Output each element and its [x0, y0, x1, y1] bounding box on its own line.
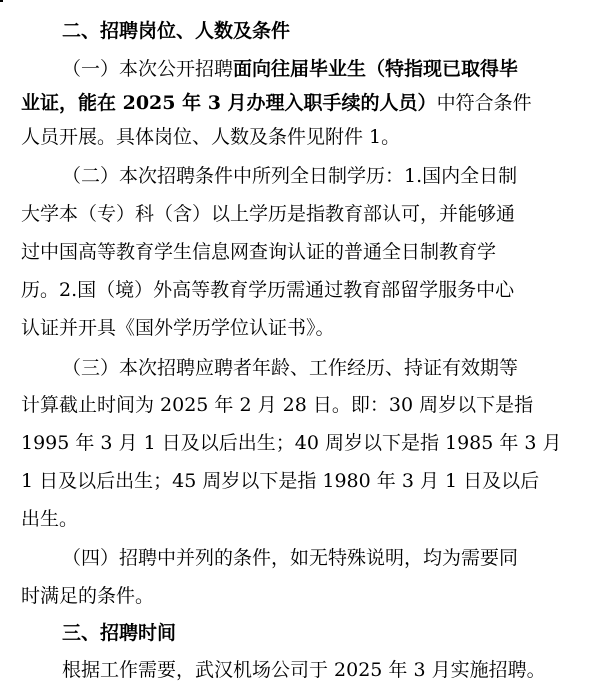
- section-heading-recruitment-positions: 二、招聘岗位、人数及条件: [62, 20, 291, 42]
- section-heading-recruitment-time: 三、招聘时间: [62, 622, 177, 644]
- paragraph-5-line-1: 根据工作需要，武汉机场公司于 2025 年 3 月实施招聘。: [62, 659, 546, 681]
- bold-text-span: 面向往届毕业生（特指现已取得毕: [233, 58, 519, 80]
- paragraph-2-line-2: 大学本（专）科（含）以上学历是指教育部认可，并能够通: [21, 203, 516, 225]
- paragraph-1-line-2: [21, 86, 599, 120]
- paragraph-3-line-4: 1 日及以后出生；45 周岁以下是指 1980 年 3 月 1 日及以后: [21, 470, 540, 492]
- paragraph-2-line-5: 认证并开具《国外学历学位认证书》。: [21, 317, 335, 339]
- paragraph-3-line-3: 1995 年 3 月 1 日及以后出生；40 周岁以下是指 1985 年 3 月: [21, 432, 562, 454]
- paragraph-1-line-1: [62, 52, 599, 86]
- paragraph-2-line-3: 过中国高等教育学生信息网查询认证的普通全日制教育学: [21, 241, 497, 263]
- paragraph-4-line-2: 时满足的条件。: [21, 585, 155, 607]
- paragraph-2-line-4: 历。2.国（境）外高等教育学历需通过教育部留学服务中心: [21, 279, 515, 301]
- paragraph-4-line-1: （四）招聘中并列的条件，如无特殊说明，均为需要同: [62, 547, 519, 569]
- paragraph-3-line-5: 出生。: [21, 508, 79, 530]
- text-span: （一）本次公开招聘: [62, 58, 234, 80]
- bold-text-span: 业证，能在 2025 年 3 月办理入职手续的人员）: [21, 92, 437, 114]
- text-span: 中符合条件: [436, 92, 532, 114]
- paragraph-1-line-3: 人员开展。具体岗位、人数及条件见附件 1。: [21, 126, 401, 148]
- paragraph-2-line-1: （二）本次招聘条件中所列全日制学历：1.国内全日制: [62, 165, 518, 187]
- paragraph-3-line-1: （三）本次招聘应聘者年龄、工作经历、持证有效期等: [62, 357, 519, 379]
- page-edge-mark: [0, 0, 3, 2]
- paragraph-3-line-2: 计算截止时间为 2025 年 2 月 28 日。即：30 周岁以下是指: [21, 394, 534, 416]
